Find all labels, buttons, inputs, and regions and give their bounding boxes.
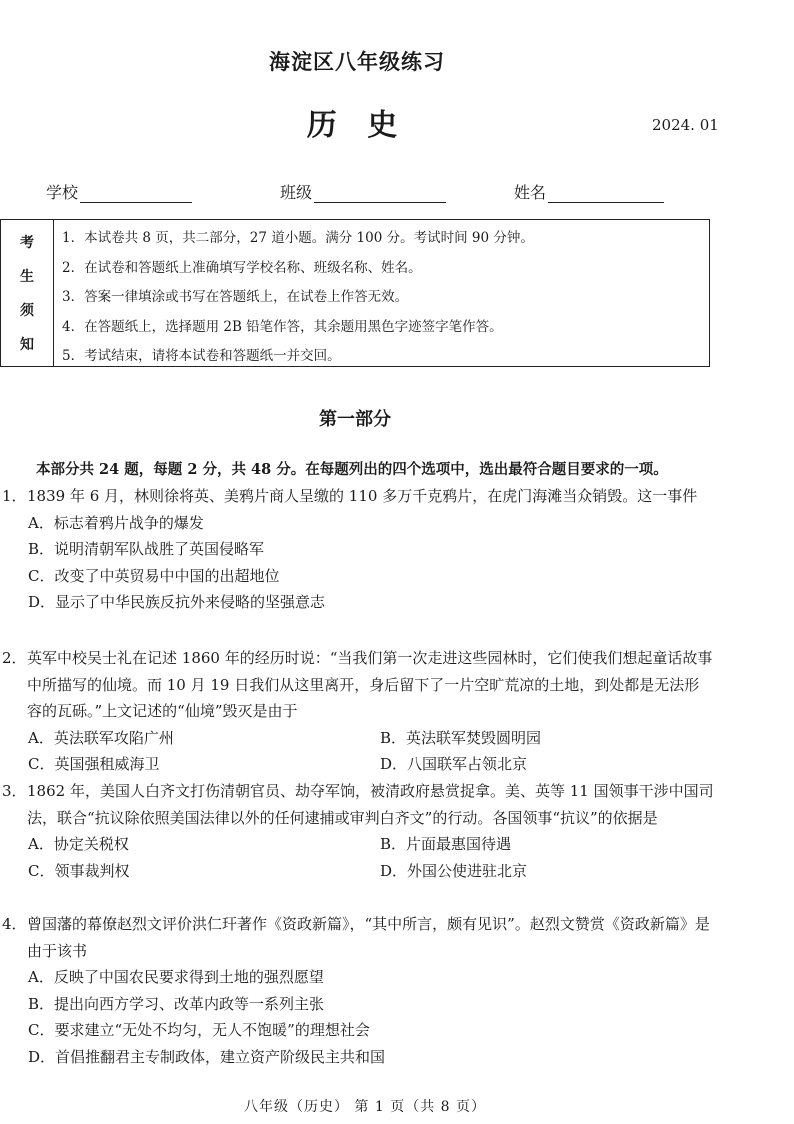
option-c: C．要求建立“无处不均匀，无人不饱暖”的理想社会: [28, 1021, 370, 1039]
question-4: [0, 911, 714, 1070]
notice-item: 5．考试结束，请将本试卷和答题纸一并交回。: [62, 348, 341, 364]
school-field: [46, 180, 192, 203]
question-number: 3．: [2, 782, 27, 800]
class-label: 班级: [280, 183, 313, 202]
question-3: [0, 778, 714, 884]
question-stem: 1839 年 6 月，林则徐将英、美鸦片商人呈缴的 110 多万千克鸦片，在虎门海滩当众销毁。这一事件: [27, 487, 698, 505]
school-label: 学校: [46, 183, 79, 202]
option-a: A．标志着鸦片战争的爆发: [28, 513, 204, 532]
name-label: 姓名: [514, 183, 547, 202]
notice-item: 3．答案一律填涂或书写在答题纸上，在试卷上作答无效。: [62, 289, 409, 305]
notice-label-char: 知: [20, 337, 34, 353]
question-stem: 英军中校吴士礼在记述 1860 年的经历时说：“当我们第一次走进这些园林时，它们使我们想起童话故事中所描写的仙境。而 10 月 19 日我们从这里离开，身后留下了一片空旷荒凉的土地，到处都是无法形容的瓦砾。”上文记述的“仙境”毁灭是由于: [27, 649, 713, 720]
option-d: D．八国联军占领北京: [380, 755, 528, 773]
question-options: [0, 831, 714, 884]
question-options: [0, 725, 714, 778]
school-blank: [80, 186, 192, 203]
notice-item: 1．本试卷共 8 页，共二部分，27 道小题。满分 100 分。考试时间 90 分钟。: [62, 230, 534, 246]
notice-label-char: 生: [20, 269, 34, 285]
option-a: A．英法联军攻陷广州: [28, 728, 174, 747]
option-c: C．领事裁判权: [28, 861, 130, 880]
section-instruction: 本部分共 24 题，每题 2 分，共 48 分。在每题列出的四个选项中，选出最符合题目要求的一项。: [36, 461, 668, 478]
option-c: C．改变了中英贸易中中国的出超地位: [28, 566, 280, 585]
notice-label-char: 考: [20, 235, 34, 251]
option-b: B．提出向西方学习、改革内政等一系列主张: [28, 994, 325, 1013]
exam-date: 2024. 01: [652, 116, 719, 134]
class-blank: [314, 186, 446, 203]
question-options: [0, 510, 714, 616]
question-stem: 1862 年，美国人白齐文打伤清朝官员、劫夺军饷，被清政府悬赏捉拿。美、英等 11 国领事干涉中国司法，联合“抗议除依照美国法律以外的任何逮捕或审判白齐文”的行动。各国领事“抗议”的依据是: [27, 782, 714, 827]
notice-label: [1, 220, 54, 366]
question-number: 2．: [2, 649, 27, 667]
option-b: B．英法联军焚毁圆明园: [380, 728, 542, 747]
option-b: B．说明清朝军队战胜了英国侵略军: [28, 540, 265, 558]
question-2: [0, 645, 714, 778]
question-number: 4．: [2, 915, 27, 933]
examinee-notice-box: [0, 219, 710, 367]
notice-label-char: 须: [20, 303, 34, 319]
option-b: B．片面最惠国待遇: [380, 835, 512, 853]
exam-subject-title: 历 史: [306, 108, 408, 143]
question-number: 1．: [2, 487, 27, 505]
option-d: D．显示了中华民族反抗外来侵略的坚强意志: [28, 593, 326, 611]
question-options: [0, 964, 714, 1070]
question-stem: 曾国藩的幕僚赵烈文评价洪仁玕著作《资政新篇》，“其中所言，颇有见识”。赵烈文赞赏《资政新篇》是由于该书: [27, 915, 710, 960]
name-field: [514, 180, 664, 203]
notice-item: 2．在试卷和答题纸上准确填写学校名称、班级名称、姓名。: [62, 259, 422, 276]
class-field: [280, 180, 446, 203]
notice-item: 4．在答题纸上，选择题用 2B 铅笔作答，其余题用黑色字迹签字笔作答。: [62, 318, 503, 335]
notice-items: [54, 220, 709, 366]
option-c: C．英国强租威海卫: [28, 755, 160, 773]
name-blank: [548, 186, 664, 203]
section-title: 第一部分: [319, 409, 391, 430]
option-a: A．协定关税权: [28, 835, 129, 853]
option-d: D．首倡推翻君主专制政体，建立资产阶级民主共和国: [28, 1047, 386, 1066]
option-a: A．反映了中国农民要求得到土地的强烈愿望: [28, 968, 324, 986]
page-footer: 八年级（历史） 第 1 页（共 8 页）: [243, 1099, 487, 1115]
question-1: [0, 483, 714, 616]
exam-district-title: 海淀区八年级练习: [269, 49, 445, 74]
option-d: D．外国公使进驻北京: [380, 861, 528, 880]
